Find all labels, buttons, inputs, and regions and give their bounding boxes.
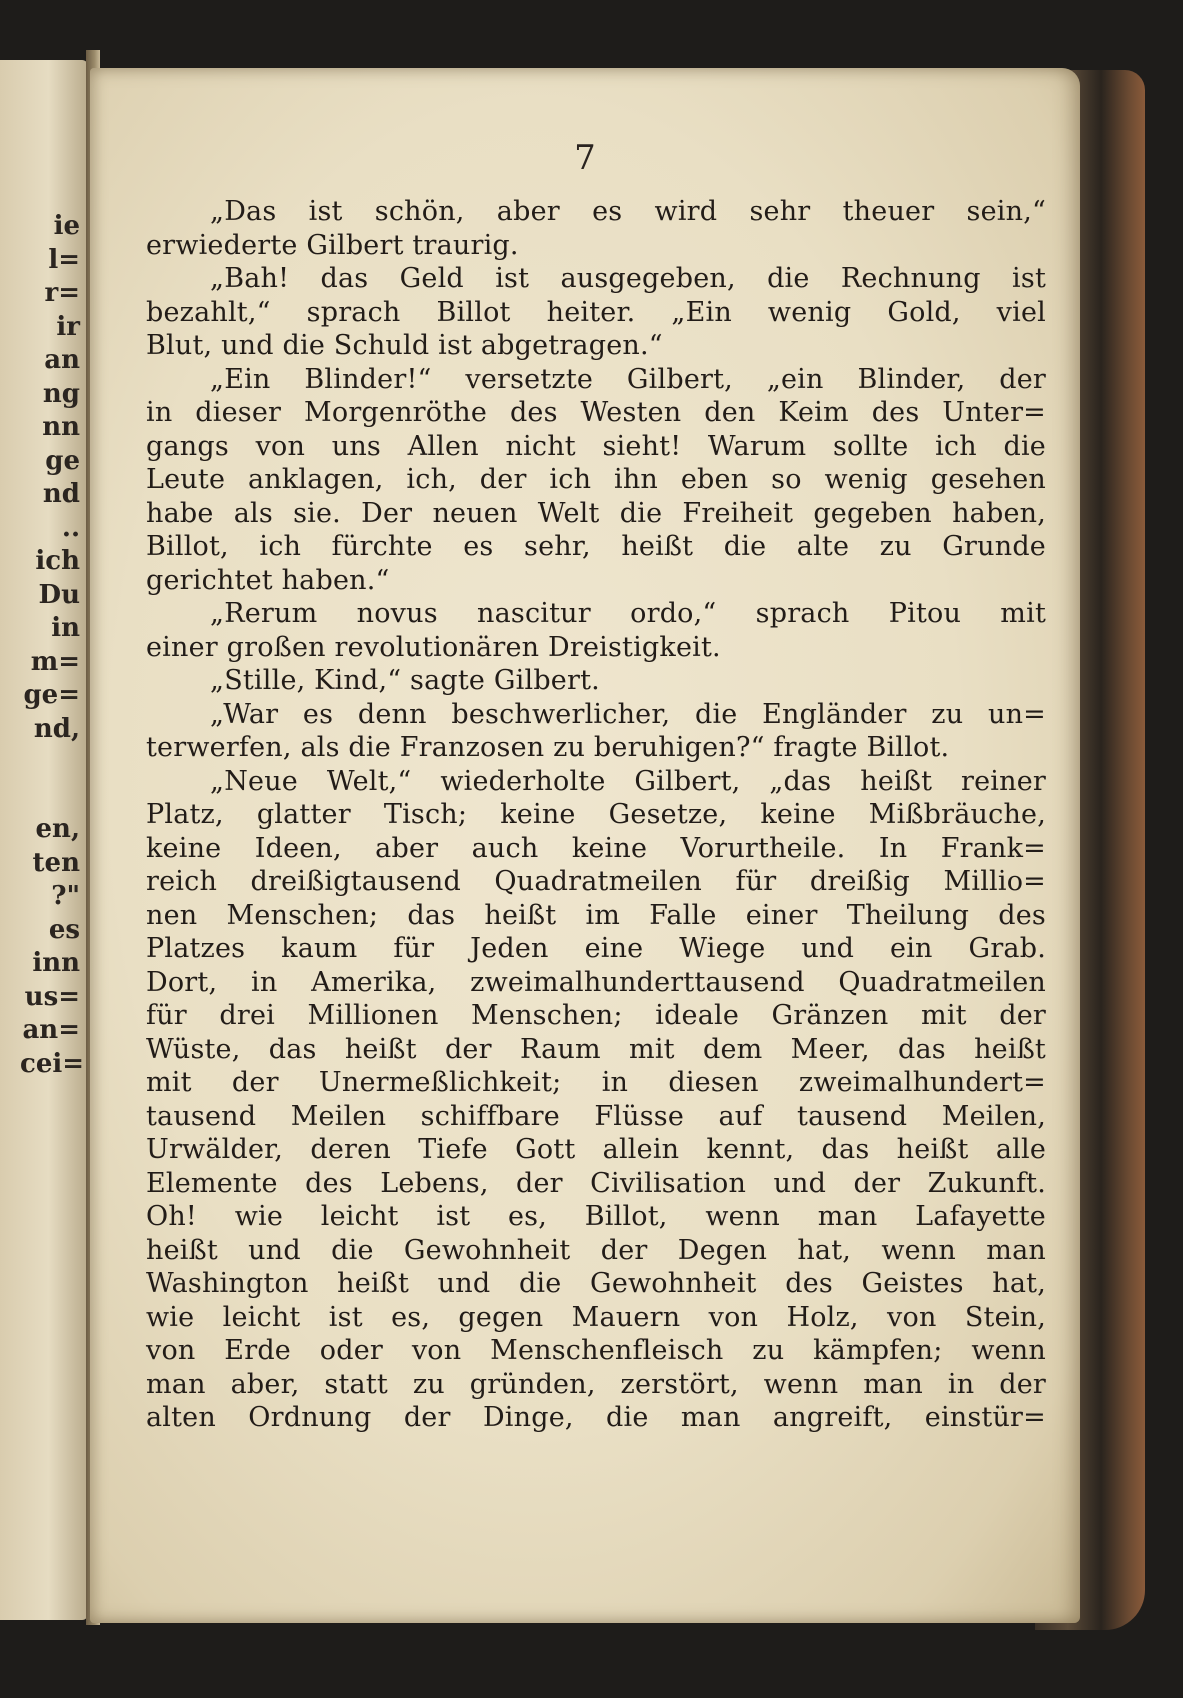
text-line: Wüste, das heißt der Raum mit dem Meer, das heißt xyxy=(146,1033,1046,1065)
text-line: Billot, ich fürchte es sehr, heißt die alte zu Grunde xyxy=(146,531,1046,562)
left-page-fragment: ich xyxy=(35,546,80,576)
body-text xyxy=(146,195,1046,1435)
text-line: in dieser Morgenröthe des Westen den Keim des Unter= xyxy=(146,397,1046,428)
text-line: keine Ideen, aber auch keine Vorurtheile. In Frank= xyxy=(146,832,1046,864)
text-line: Dort, in Amerika, zweimalhunderttausend Quadratmeilen xyxy=(146,966,1046,998)
text-line: reich dreißigtausend Quadratmeilen für dreißig Millio= xyxy=(146,866,1046,897)
left-page-fragment: an= xyxy=(22,1015,80,1045)
text-line: man aber, statt zu gründen, zerstört, wenn man in der xyxy=(146,1368,1046,1400)
text-line: alten Ordnung der Dinge, die man angreift, einstür= xyxy=(146,1402,1046,1433)
left-page-fragment: cei= xyxy=(20,1048,85,1079)
text-line: erwiederte Gilbert traurig. xyxy=(146,229,519,261)
text-line: wie leicht ist es, gegen Mauern von Holz, von Stein, xyxy=(146,1301,1046,1333)
text-line: mit der Unermeßlichkeit; in diesen zweimalhundert= xyxy=(146,1067,1046,1098)
text-line: Elemente des Lebens, der Civilisation und der Zukunft. xyxy=(146,1167,1046,1199)
text-line: Washington heißt und die Gewohnheit des Geistes hat, xyxy=(146,1268,1046,1299)
text-line: heißt und die Gewohnheit der Degen hat, wenn man xyxy=(146,1234,1046,1266)
text-line: für drei Millionen Menschen; ideale Gränzen mit der xyxy=(146,1000,1046,1031)
text-line: „Das ist schön, aber es wird sehr theuer sein,“ xyxy=(210,196,1046,227)
left-page-fragment: ge xyxy=(45,445,80,476)
left-page-fragment: in xyxy=(51,613,80,643)
left-page-fragment: nd, xyxy=(33,713,80,744)
left-page-fragment: l= xyxy=(48,244,80,275)
left-page-fragment: nd xyxy=(42,479,80,509)
left-page-fragment: ge= xyxy=(23,680,80,710)
left-page-fragment: es xyxy=(48,914,80,945)
text-line: „Stille, Kind,“ sagte Gilbert. xyxy=(210,665,600,696)
left-page-fragment: en, xyxy=(35,814,80,844)
text-line: „War es denn beschwerlicher, die Engländer zu un= xyxy=(210,698,1046,730)
text-line: „Ein Blinder!“ versetzte Gilbert, „ein Blinder, der xyxy=(210,363,1046,395)
text-line: habe als sie. Der neuen Welt die Freiheit gegeben haben, xyxy=(146,497,1046,529)
book-page xyxy=(90,68,1080,1623)
left-page-fragment: an xyxy=(44,345,80,375)
text-line: „Bah! das Geld ist ausgegeben, die Rechnung ist xyxy=(210,263,1046,294)
text-line: Oh! wie leicht ist es, Billot, wenn man Lafayette xyxy=(146,1201,1046,1232)
text-line: bezahlt,“ sprach Billot heiter. „Ein wenig Gold, viel xyxy=(146,296,1046,328)
left-page-text-fragments xyxy=(20,210,85,1081)
text-line: terwerfen, als die Franzosen zu beruhigen?“ fragte Billot. xyxy=(146,732,950,763)
left-page-fragment: ?" xyxy=(51,881,80,911)
text-line: Platzes kaum für Jeden eine Wiege und ein Grab. xyxy=(146,933,1046,964)
page-number: 7 xyxy=(574,138,596,178)
text-line: von Erde oder von Menschenfleisch zu kämpfen; wenn xyxy=(146,1335,1046,1366)
left-page-fragment: us= xyxy=(24,981,80,1012)
text-line: Blut, und die Schuld ist abgetragen.“ xyxy=(146,330,663,361)
left-page-fragment: inn xyxy=(32,948,80,978)
left-page-fragment: ie xyxy=(53,211,80,241)
left-page-fragment: ir xyxy=(56,311,80,342)
text-line: Urwälder, deren Tiefe Gott allein kennt, das heißt alle xyxy=(146,1134,1046,1165)
text-line: nen Menschen; das heißt im Falle einer Theilung des xyxy=(146,899,1046,931)
text-line: gerichtet haben.“ xyxy=(146,564,390,596)
left-page-fragment: .. xyxy=(61,512,80,543)
text-line: einer großen revolutionären Dreistigkeit. xyxy=(146,631,721,663)
text-line: „Rerum novus nascitur ordo,“ sprach Pitou mit xyxy=(210,598,1046,629)
text-line: gangs von uns Allen nicht sieht! Warum sollte ich die xyxy=(146,430,1046,462)
left-page-fragment: r= xyxy=(44,278,80,308)
left-page-fragment xyxy=(20,780,80,814)
text-line: „Neue Welt,“ wiederholte Gilbert, „das heißt reiner xyxy=(210,765,1046,797)
text-line: Leute anklagen, ich, der ich ihn eben so wenig gesehen xyxy=(146,464,1046,495)
left-page-fragment xyxy=(20,746,80,780)
left-page-fragment: ng xyxy=(42,378,80,409)
text-line: tausend Meilen schiffbare Flüsse auf tausend Meilen, xyxy=(146,1100,1046,1132)
left-page-edge xyxy=(0,60,88,1620)
left-page-fragment: ten xyxy=(32,847,80,878)
left-page-fragment: Du xyxy=(38,579,80,610)
left-page-fragment: m= xyxy=(30,646,80,677)
text-line: Platz, glatter Tisch; keine Gesetze, keine Mißbräuche, xyxy=(146,799,1046,830)
left-page-fragment: nn xyxy=(42,412,80,442)
